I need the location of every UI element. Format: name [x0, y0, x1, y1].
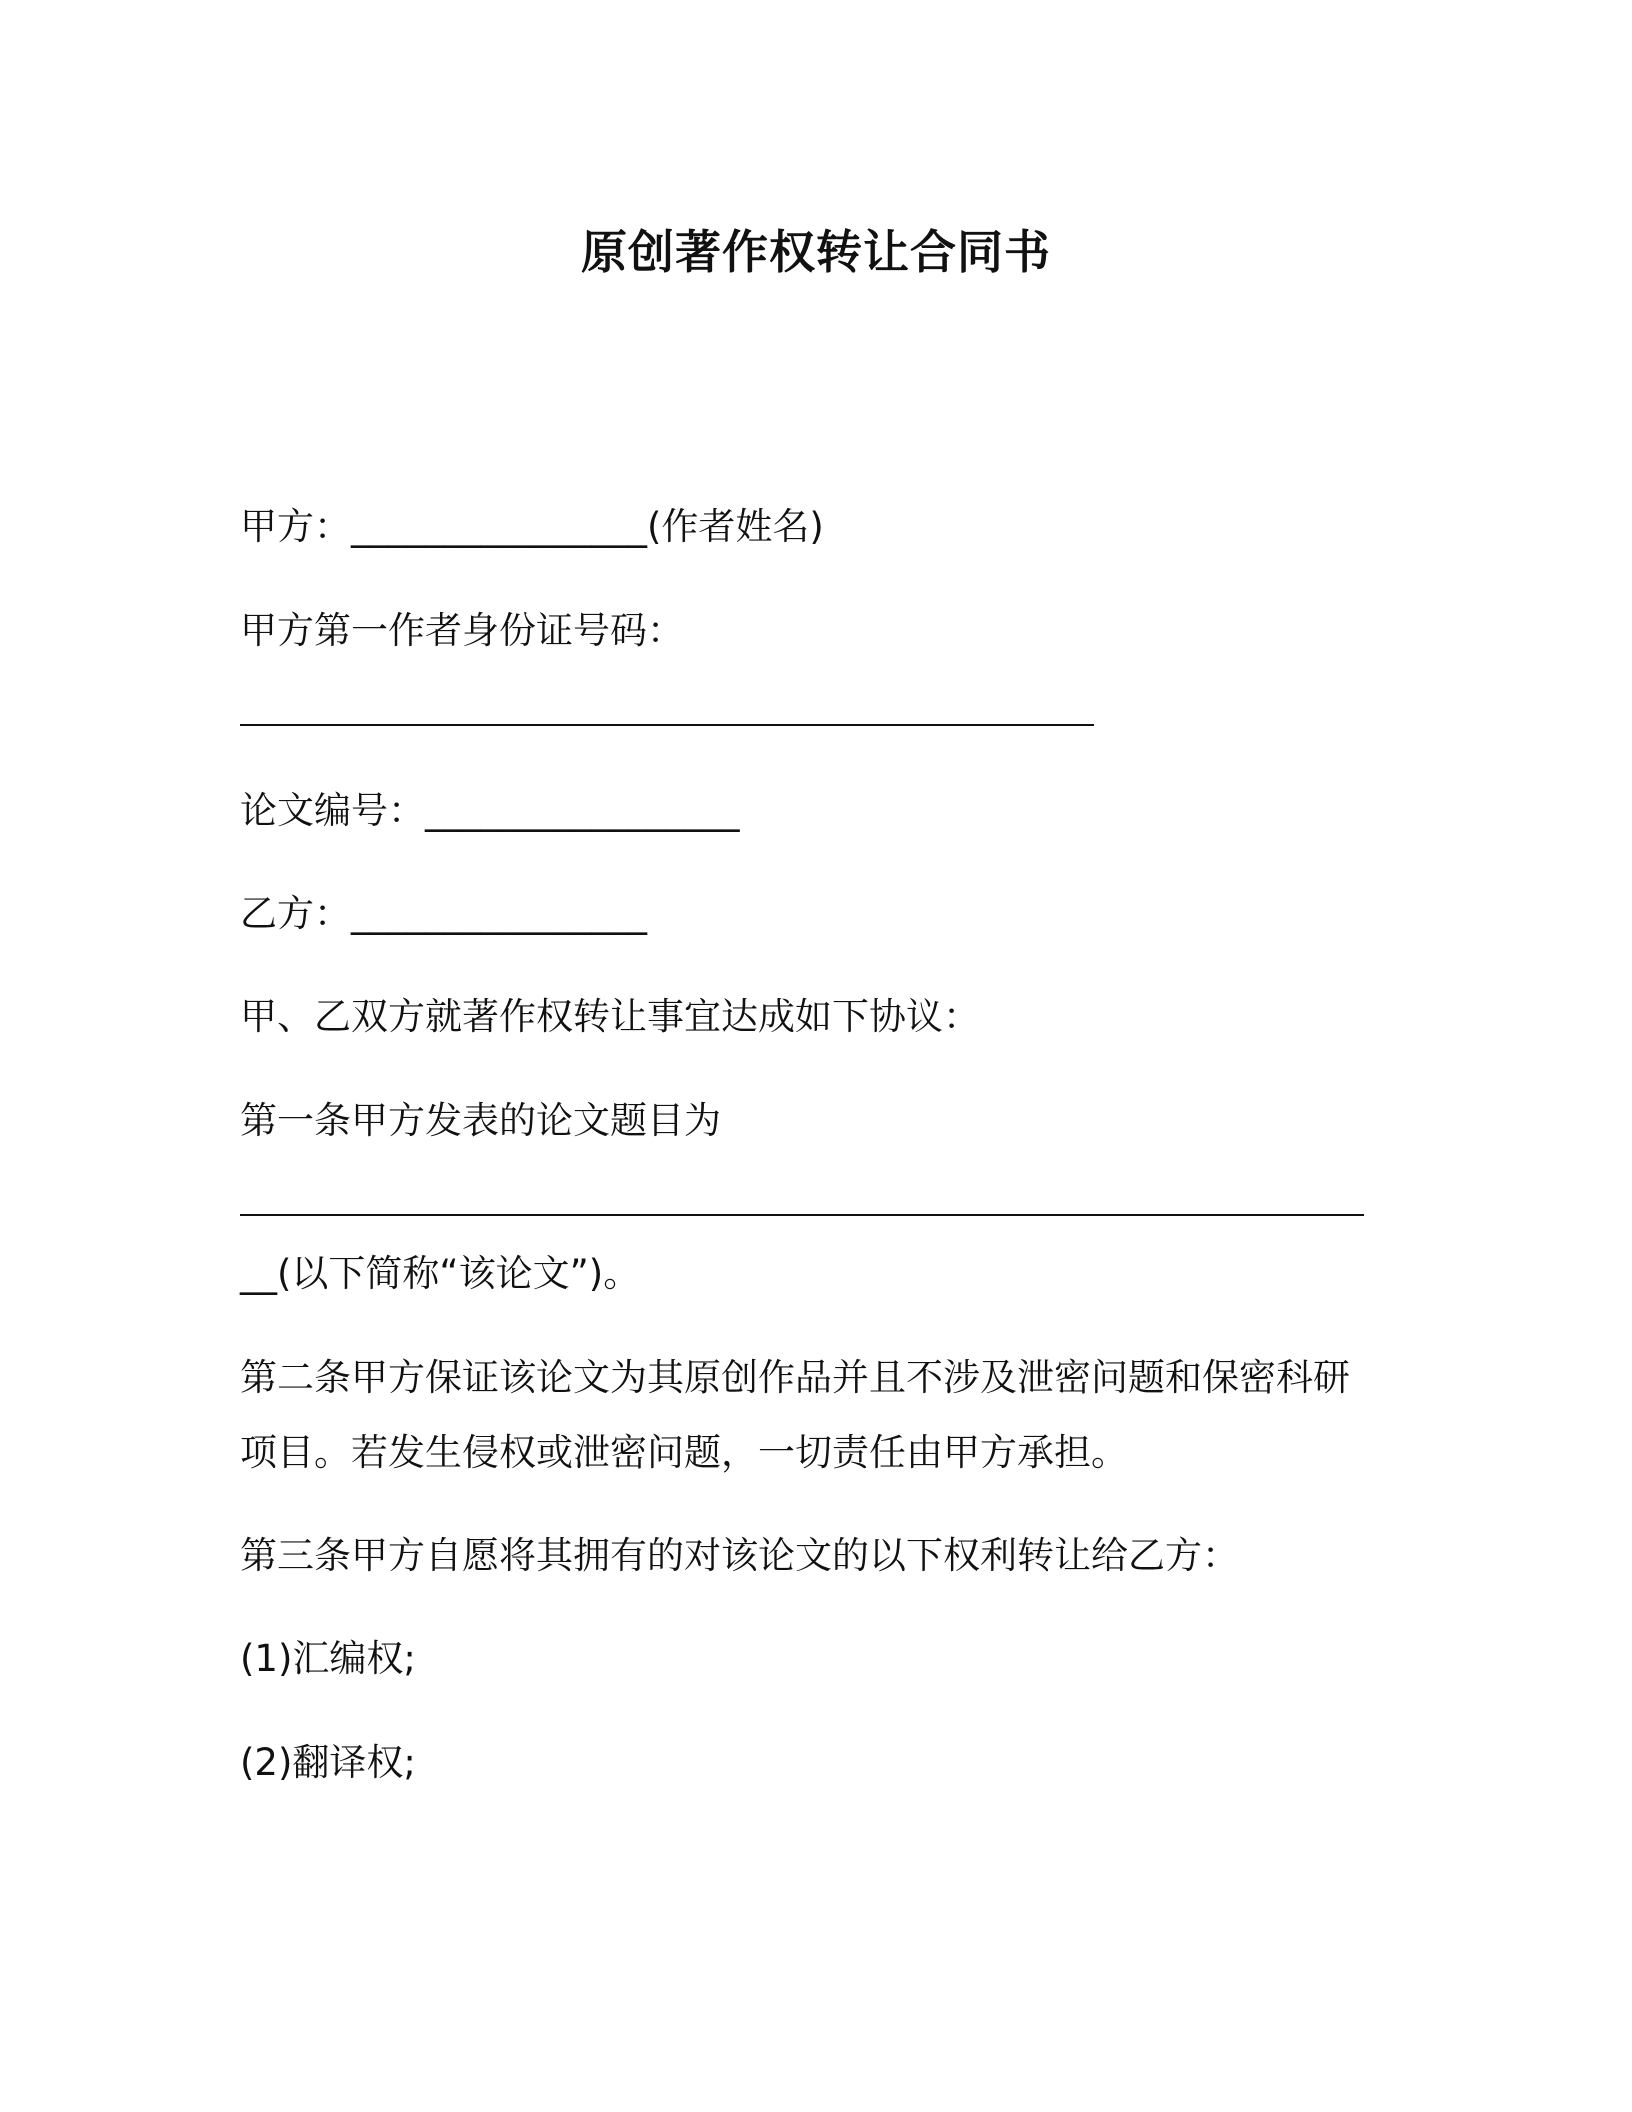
party-a-id-label: 甲方第一作者身份证号码：: [240, 609, 684, 652]
article-2-line-1: 第二条甲方保证该论文为其原创作品并且不涉及泄密问题和保密科研: [240, 1356, 1350, 1399]
paper-number-line: 论文编号：_________________: [240, 789, 740, 832]
agreement-intro: 甲、乙双方就著作权转让事宜达成如下协议：: [240, 995, 980, 1038]
right-item-2: (2)翻译权;: [240, 1741, 416, 1784]
id-number-blank: [240, 724, 1094, 726]
article-1-continued: __(以下简称“该论文”)。: [240, 1252, 641, 1295]
right-item-1: (1)汇编权;: [240, 1637, 416, 1680]
paper-title-blank: [240, 1214, 1364, 1216]
article-3-line: 第三条甲方自愿将其拥有的对该论文的以下权利转让给乙方：: [240, 1534, 1239, 1577]
article-2-line-2: 项目。若发生侵权或泄密问题，一切责任由甲方承担。: [240, 1431, 1128, 1474]
document-title: 原创著作权转让合同书: [581, 225, 1051, 279]
party-a-line: 甲方：________________(作者姓名): [240, 505, 824, 548]
article-1-line: 第一条甲方发表的论文题目为: [240, 1099, 721, 1142]
party-b-line: 乙方：________________: [240, 892, 647, 935]
